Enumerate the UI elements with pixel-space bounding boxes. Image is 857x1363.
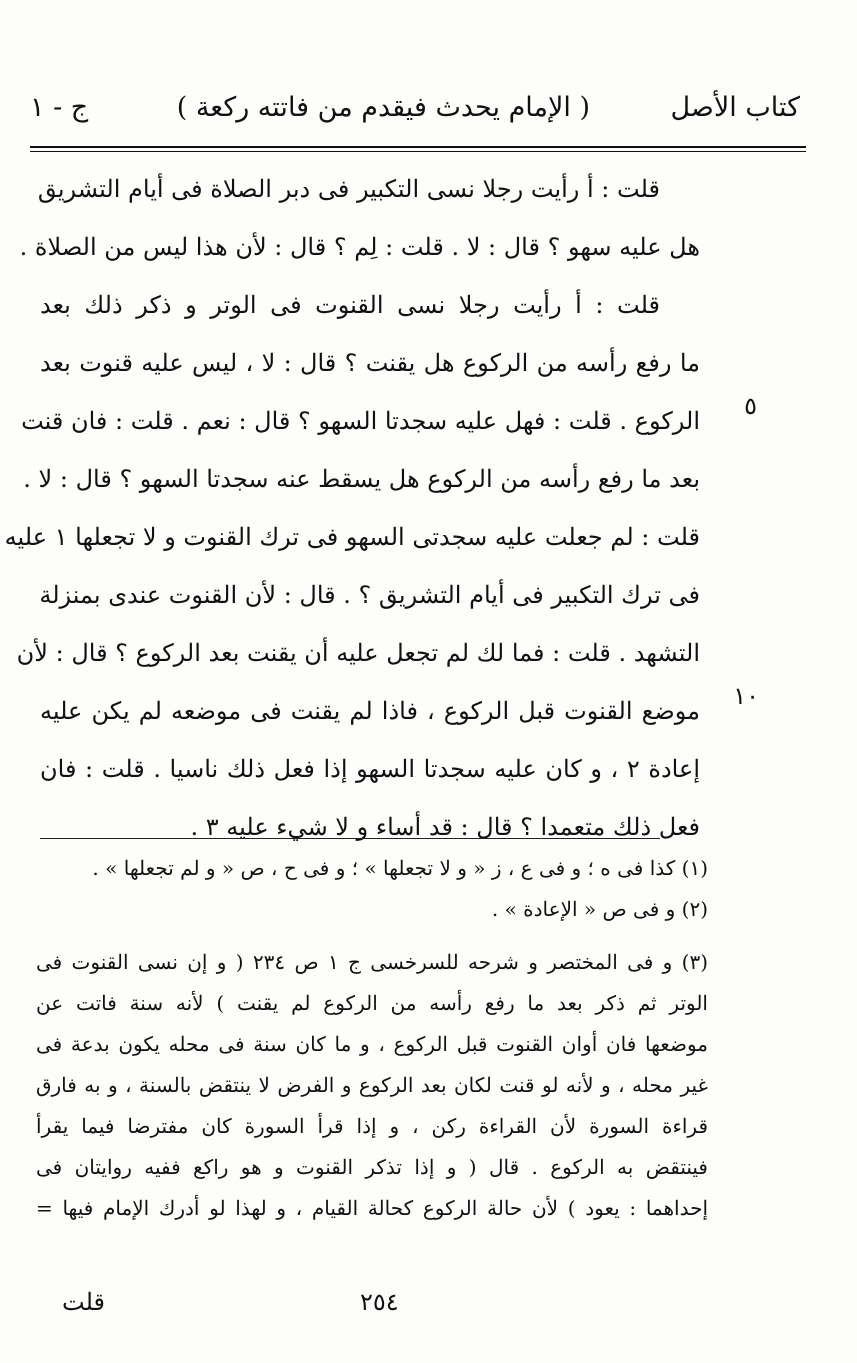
header-rule-thin <box>30 151 806 152</box>
footnote-line: موضعها فان أوان القنوت قبل الركوع ، و ما كان سنة فى محله يكون بدعة فى <box>36 1032 708 1056</box>
text-line: إعادة ٢ ، و كان عليه سجدتا السهو إذا فعل ذلك ناسيا . قلت : فان <box>40 755 700 783</box>
volume-label: ج - ١ <box>30 92 89 123</box>
running-header <box>30 92 800 136</box>
text-line: ما رفع رأسه من الركوع هل يقنت ؟ قال : لا ، ليس عليه قنوت بعد <box>40 349 700 377</box>
text-line: الركوع . قلت : فهل عليه سجدتا السهو ؟ قال : نعم . قلت : فان قنت <box>21 407 700 435</box>
text-line: قلت : أ رأيت رجلا نسى القنوت فى الوتر و ذكر ذلك بعد <box>40 291 660 319</box>
line-number-5: ٥ <box>744 392 757 420</box>
footnote-line: (٣) و فى المختصر و شرحه للسرخسى ج ١ ص ٢٣٤ ( و إن نسى القنوت فى <box>36 950 708 974</box>
text-line: قلت : لم جعلت عليه سجدتى السهو فى ترك القنوت و لا تجعلها ١ عليه <box>4 523 700 551</box>
text-line: هل عليه سهو ؟ قال : لا . قلت : لِم ؟ قال : لأن هذا ليس من الصلاة . <box>19 233 700 261</box>
text-line: فى ترك التكبير فى أيام التشريق ؟ . قال : لأن القنوت عندى بمنزلة <box>39 581 700 609</box>
footnote-line: (١) كذا فى ه ؛ و فى ع ، ز « و لا تجعلها » ؛ و فى ح ، ص « و لم تجعلها » . <box>92 856 708 880</box>
page-number: ٢٥٤ <box>360 1288 399 1316</box>
footnote-line: غير محله ، و لأنه لو قنت لكان بعد الركوع و الفرض لا ينتقض بالسنة ، و به فارق <box>36 1073 708 1097</box>
text-line: قلت : أ رأيت رجلا نسى التكبير فى دبر الصلاة فى أيام التشريق <box>37 175 660 203</box>
footnote-rule <box>40 838 660 839</box>
main-text <box>4 160 700 856</box>
book-title: كتاب الأصل <box>670 92 800 123</box>
text-line: فعل ذلك متعمدا ؟ قال : قد أساء و لا شيء عليه ٣ . <box>190 813 700 841</box>
footnote-line: إحداهما : يعود ) لأن حالة الركوع كحالة القيام ، و لهذا لو أدرك الإمام فيها = <box>36 1196 708 1220</box>
text-line: موضع القنوت قبل الركوع ، فاذا لم يقنت فى موضعه لم يكن عليه <box>40 697 700 725</box>
footnote-line: قراءة السورة لأن القراءة ركن ، و إذا قرأ السورة كان مفترضا فيما يقرأ <box>36 1114 708 1138</box>
text-line: بعد ما رفع رأسه من الركوع هل يسقط عنه سجدتا السهو ؟ قال : لا . <box>23 465 700 493</box>
footnotes <box>36 848 708 1229</box>
chapter-title: ( الإمام يحدث فيقدم من فاتته ركعة ) <box>176 92 590 123</box>
header-rule <box>30 146 806 148</box>
catchword: قلت <box>62 1288 105 1316</box>
line-number-10: ١٠ <box>733 682 759 710</box>
footnote-line: فينتقض به الركوع . قال ( و إذا تذكر القنوت و هو راكع ففيه روايتان فى <box>36 1155 708 1179</box>
footnote-line: الوتر ثم ذكر بعد ما رفع رأسه من الركوع لم يقنت ) لأنه سنة فاتت عن <box>36 991 708 1015</box>
text-line: التشهد . قلت : فما لك لم تجعل عليه أن يقنت بعد الركوع ؟ قال : لأن <box>16 639 700 667</box>
footnote-line: (٢) و فى ص « الإعادة » . <box>491 897 708 921</box>
